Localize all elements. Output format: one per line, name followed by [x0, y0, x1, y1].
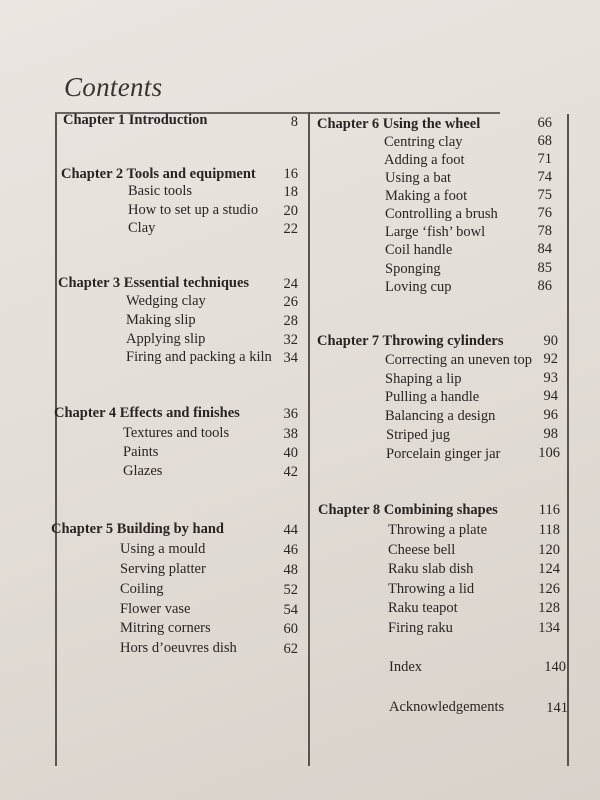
chapter-8-title: Chapter 8 Combining shapes — [318, 502, 498, 518]
toc-item-lid: Throwing a lid — [388, 581, 475, 597]
toc-item-pulling-handle: Pulling a handle — [385, 389, 480, 405]
toc-page: 26 — [283, 294, 298, 310]
toc-item-paints: Paints — [123, 444, 159, 460]
toc-page: 85 — [537, 260, 552, 276]
chapter-1-page: 8 — [290, 114, 298, 130]
toc-item-raku-teapot: Raku teapot — [388, 600, 458, 616]
toc-page: 28 — [283, 313, 298, 329]
toc-page: 141 — [546, 700, 568, 716]
toc-page: 76 — [537, 205, 552, 221]
toc-item-firing-kiln: Firing and packing a kiln — [126, 349, 272, 365]
toc-item-textures: Textures and tools — [123, 425, 230, 441]
toc-page: 74 — [537, 169, 552, 185]
toc-item-mould: Using a mould — [120, 541, 206, 557]
toc-page: 32 — [283, 332, 298, 348]
toc-page: 106 — [538, 445, 560, 461]
toc-page: 86 — [537, 278, 552, 294]
toc-page: 96 — [543, 407, 558, 423]
toc-item-hors-doeuvres: Hors d’oeuvres dish — [120, 640, 237, 656]
toc-page: 93 — [543, 370, 558, 386]
toc-page: 60 — [283, 621, 298, 637]
chapter-1-title: Chapter 1 Introduction — [63, 112, 208, 128]
toc-item-applying-slip: Applying slip — [126, 331, 206, 347]
toc-page: 134 — [538, 620, 560, 636]
toc-item-centring: Centring clay — [384, 134, 463, 150]
chapter-4-title: Chapter 4 Effects and finishes — [54, 405, 240, 421]
toc-page: 84 — [537, 241, 552, 257]
toc-item-basic-tools: Basic tools — [128, 183, 193, 199]
toc-item-making-slip: Making slip — [126, 312, 196, 328]
toc-page: 52 — [283, 582, 298, 598]
toc-item-ginger-jar: Porcelain ginger jar — [386, 446, 501, 462]
toc-item-cheese-bell: Cheese bell — [388, 542, 456, 558]
left-vertical-rule — [55, 112, 57, 766]
toc-page: 22 — [283, 221, 298, 237]
toc-page: 48 — [283, 562, 298, 578]
toc-page: 120 — [538, 542, 560, 558]
toc-item-loving-cup: Loving cup — [385, 279, 452, 295]
toc-item-mitring: Mitring corners — [120, 620, 211, 636]
toc-page: 46 — [283, 542, 298, 558]
toc-item-raku-slab: Raku slab dish — [388, 561, 474, 577]
chapter-3-page: 24 — [283, 276, 298, 292]
page-title: Contents — [64, 72, 163, 102]
chapter-5-title: Chapter 5 Building by hand — [51, 521, 224, 537]
chapter-7-title: Chapter 7 Throwing cylinders — [317, 333, 504, 349]
chapter-5-page: 44 — [283, 522, 298, 538]
toc-page: 75 — [537, 187, 552, 203]
right-vertical-rule — [567, 114, 569, 766]
toc-page: 34 — [283, 350, 298, 366]
toc-item-making-foot: Making a foot — [385, 188, 468, 204]
chapter-2-page: 16 — [283, 166, 298, 182]
chapter-6-title: Chapter 6 Using the wheel — [317, 116, 481, 132]
toc-page: 54 — [283, 602, 298, 618]
toc-item-glazes: Glazes — [123, 463, 163, 479]
toc-page: 40 — [283, 445, 298, 461]
toc-item-wedging: Wedging clay — [126, 293, 206, 309]
chapter-6-page: 66 — [537, 115, 552, 131]
toc-page: 124 — [538, 561, 560, 577]
toc-item-vase: Flower vase — [120, 601, 191, 617]
toc-page: 94 — [543, 388, 558, 404]
toc-page: 20 — [283, 203, 298, 219]
toc-item-fish-bowl: Large ‘fish’ bowl — [385, 224, 486, 240]
toc-item-balancing: Balancing a design — [385, 408, 496, 424]
toc-item-plate: Throwing a plate — [388, 522, 488, 538]
toc-item-bat: Using a bat — [385, 170, 452, 186]
chapter-3-title: Chapter 3 Essential techniques — [58, 275, 250, 291]
toc-page: 118 — [538, 522, 560, 538]
toc-item-uneven-top: Correcting an uneven top — [385, 352, 532, 368]
toc-item-clay: Clay — [128, 220, 156, 236]
toc-item-coil-handle: Coil handle — [385, 242, 453, 258]
toc-item-firing-raku: Firing raku — [388, 620, 453, 636]
toc-page: 92 — [543, 351, 558, 367]
toc-item-lip: Shaping a lip — [385, 371, 462, 387]
toc-page: 68 — [537, 133, 552, 149]
toc-item-platter: Serving platter — [120, 561, 206, 577]
toc-page: 38 — [283, 426, 298, 442]
toc-item-brush: Controlling a brush — [385, 206, 498, 222]
chapter-8-page: 116 — [538, 502, 560, 518]
toc-item-sponging: Sponging — [385, 261, 441, 277]
toc-page: 140 — [544, 659, 566, 675]
toc-item-index: Index — [389, 659, 423, 675]
toc-item-coiling: Coiling — [120, 581, 164, 597]
toc-page: 18 — [283, 184, 298, 200]
toc-page: 78 — [537, 223, 552, 239]
toc-page: 71 — [537, 151, 552, 167]
toc-page: 126 — [538, 581, 560, 597]
chapter-4-page: 36 — [283, 406, 298, 422]
toc-page: 128 — [538, 600, 560, 616]
toc-page: 62 — [283, 641, 298, 657]
toc-item-adding-foot: Adding a foot — [384, 152, 465, 168]
toc-item-studio: How to set up a studio — [128, 202, 259, 218]
center-vertical-rule — [308, 112, 310, 766]
toc-page: 98 — [543, 426, 558, 442]
toc-item-striped-jug: Striped jug — [386, 427, 451, 443]
toc-page: 42 — [283, 464, 298, 480]
toc-item-acknowledgements: Acknowledgements — [389, 699, 505, 715]
chapter-7-page: 90 — [543, 333, 558, 349]
right-top-rule — [310, 112, 500, 114]
chapter-2-title: Chapter 2 Tools and equipment — [61, 166, 256, 182]
